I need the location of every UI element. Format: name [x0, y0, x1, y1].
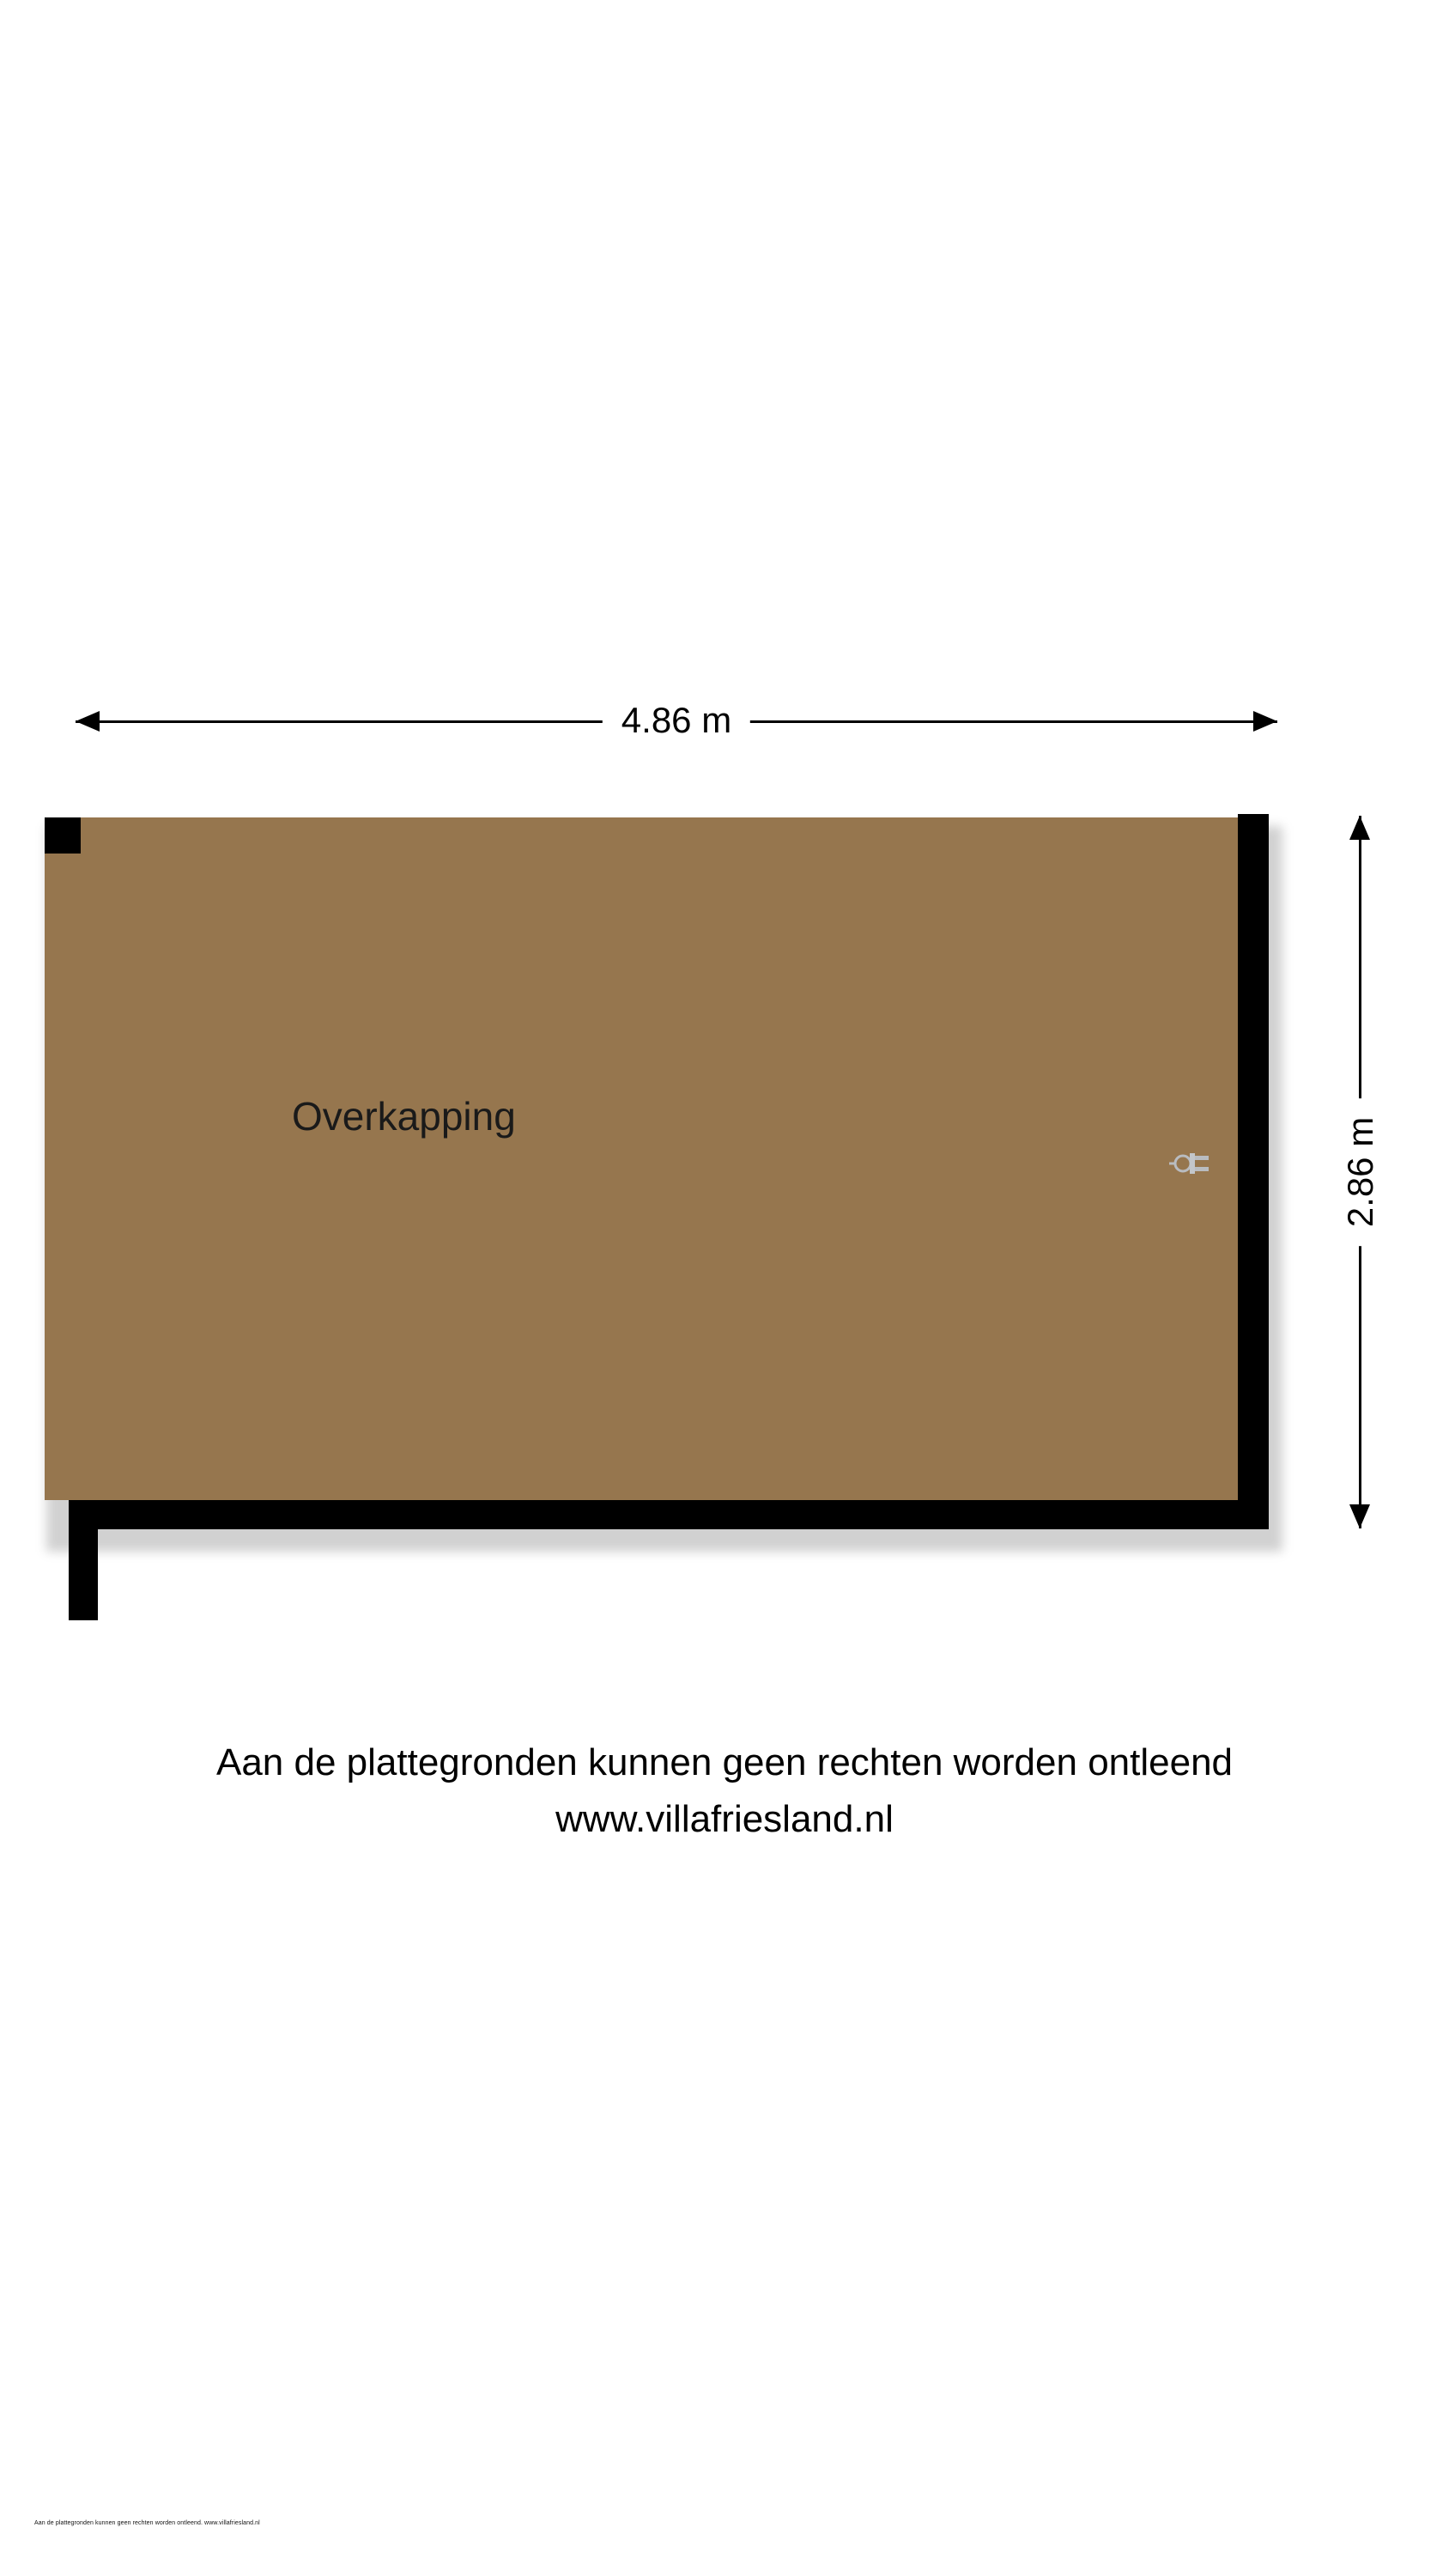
arrow-right-icon	[1253, 711, 1277, 732]
dimension-height	[1335, 816, 1386, 1528]
room-label: Overkapping	[292, 1094, 516, 1139]
dimension-height-label: 2.86 m	[1336, 1098, 1385, 1246]
wall-bottom	[69, 1500, 1269, 1529]
tap-icon	[1166, 1145, 1217, 1182]
website-url: www.villafriesland.nl	[555, 1798, 894, 1840]
disclaimer-line-1: Aan de plattegronden kunnen geen rechten worden ontleend	[215, 1741, 1234, 1783]
pillar-top-left	[45, 817, 81, 854]
room-floor-fill	[45, 817, 1238, 1500]
wall-left-stub	[69, 1500, 98, 1620]
dimension-width-label: 4.86 m	[603, 696, 750, 745]
dimension-width	[76, 696, 1277, 747]
room-overkapping	[34, 814, 1270, 1540]
disclaimer-text	[0, 1735, 1449, 1848]
arrow-down-icon	[1349, 1504, 1370, 1528]
wall-right	[1238, 814, 1269, 1514]
microprint-footer: Aan de plattegronden kunnen geen rechten worden ontleend. www.villafriesland.nl	[34, 2520, 260, 2526]
